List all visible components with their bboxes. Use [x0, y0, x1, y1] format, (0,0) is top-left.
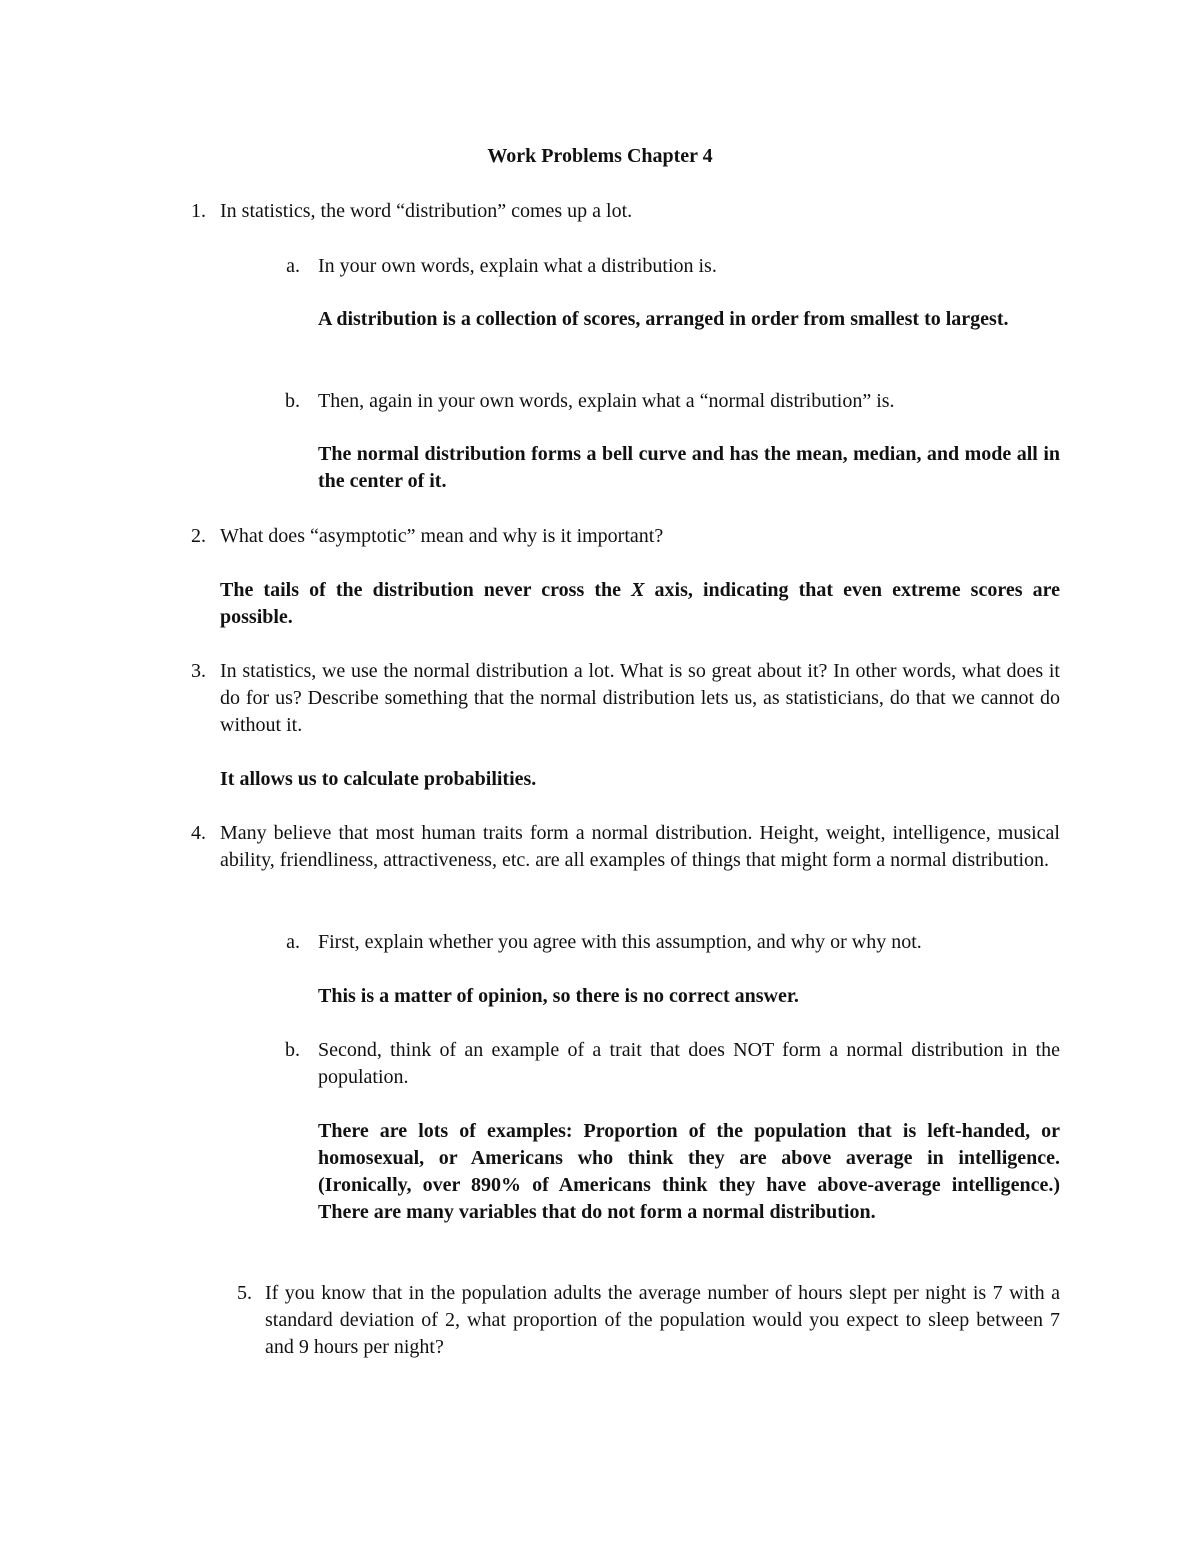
q5-number: 5.: [237, 1282, 252, 1304]
q1b-marker: b.: [285, 390, 300, 412]
q5-text: If you know that in the population adults the average number of hours slept per night is 7 with a standard deviation of 2, what proportion of the population would you expect to sleep between 7 and 9 hours per night?: [265, 1282, 1060, 1358]
q3-number: 3.: [191, 660, 206, 682]
q3-text: In statistics, we use the normal distribution a lot. What is so great about it? In other words, what does it do for us? Describe something that the normal distribution lets us, as statisticians, do that we cannot do without it.: [220, 660, 1060, 736]
q4-text: Many believe that most human traits form a normal distribution. Height, weight, intelligence, musical ability, friendliness, attractiveness, etc. are all examples of things that might form a normal distribution.: [220, 822, 1060, 871]
q1-number: 1.: [191, 200, 206, 222]
q3-answer: It allows us to calculate probabilities.: [220, 768, 537, 790]
page-title: Work Problems Chapter 4: [487, 145, 713, 167]
q1b-text: Then, again in your own words, explain what a “normal distribution” is.: [318, 390, 895, 412]
q1b-answer: The normal distribution forms a bell curve and has the mean, median, and mode all in the center of it.: [318, 443, 1060, 492]
q1a-answer: A distribution is a collection of scores, arranged in order from smallest to largest.: [318, 308, 1009, 330]
q2-text: What does “asymptotic” mean and why is it important?: [220, 525, 664, 547]
q4b-text: Second, think of an example of a trait that does NOT form a normal distribution in the population.: [318, 1039, 1060, 1088]
q2-answer-x-axis: X: [631, 579, 645, 601]
q4a-text: First, explain whether you agree with this assumption, and why or why not.: [318, 931, 922, 953]
q2-number: 2.: [191, 525, 206, 547]
q1a-marker: a.: [286, 255, 300, 277]
q1a-text: In your own words, explain what a distribution is.: [318, 255, 717, 277]
q4b-answer: There are lots of examples: Proportion of the population that is left-handed, or homosexual, or Americans who think they are above average in intelligence. (Ironically, over 890% of Americans think they have above-average intelligence.) There are many variables that do not form a normal distribution.: [318, 1120, 1060, 1223]
q2-answer-part2: axis, indicating that even extreme scores are possible.: [220, 579, 1060, 628]
q4b-marker: b.: [285, 1039, 300, 1061]
q4-number: 4.: [191, 822, 206, 844]
q4a-marker: a.: [286, 931, 300, 953]
q4a-answer: This is a matter of opinion, so there is no correct answer.: [318, 985, 799, 1007]
q2-answer-part1: The tails of the distribution never cross the: [220, 579, 632, 601]
q2-answer: [220, 577, 1060, 631]
q1-text: In statistics, the word “distribution” comes up a lot.: [220, 200, 633, 222]
